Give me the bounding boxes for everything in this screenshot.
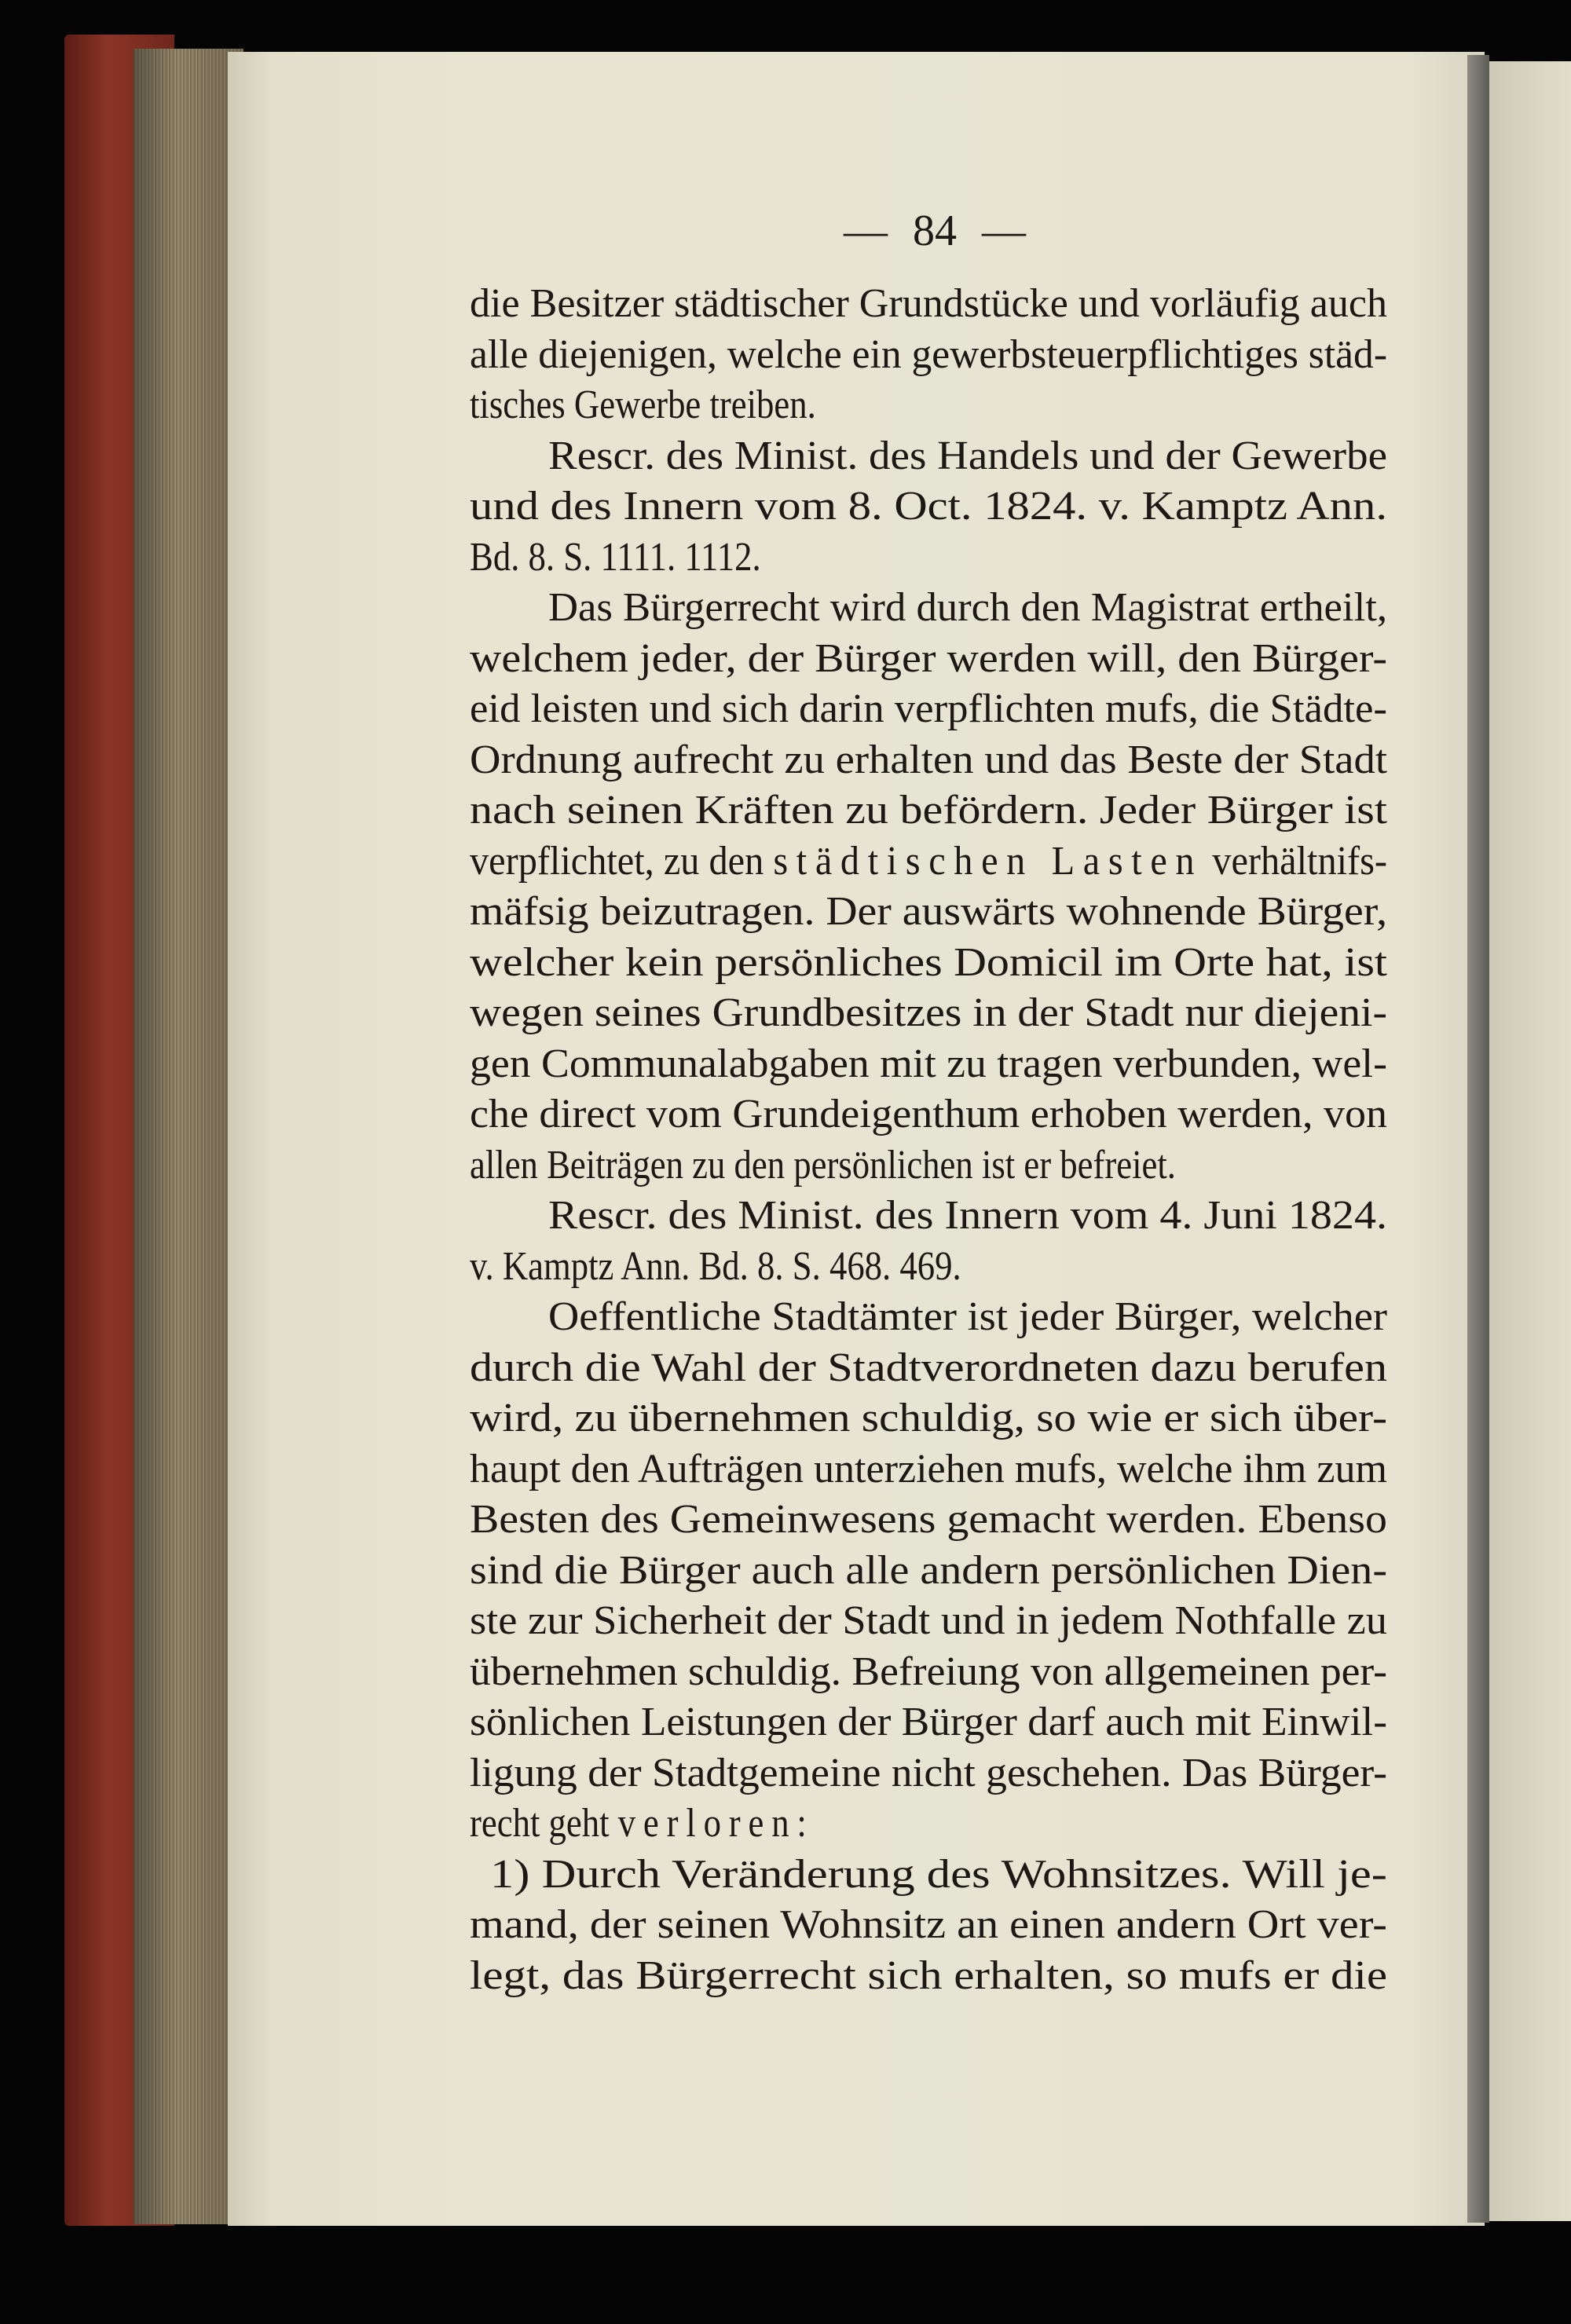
text-line [470,533,1387,584]
spaced-emphasis-text: städtischen Lasten [773,838,1203,884]
text-line [470,330,1387,381]
text-line [470,583,1387,634]
text-segment: alle diejenigen, welche ein gewerbsteuerpflichtiges städ- [470,331,1387,377]
text-segment: sind die Bürger auch alle andern persönlichen Dien- [470,1547,1387,1593]
text-line [470,1089,1387,1140]
text-segment: Das Bürgerrecht wird durch den Magistrat ertheilt, [548,585,1387,630]
text-line [470,938,1387,989]
text-line [470,1546,1387,1597]
text-line [470,1444,1387,1495]
text-line-content [470,1951,1387,2002]
text-line [470,1242,1387,1293]
text-line-content [470,1546,1387,1597]
text-segment: nach seinen Kräften zu befördern. Jeder Bürger ist [470,788,1387,833]
body-text [470,279,1387,2001]
text-line-content [470,279,1387,330]
text-segment: sönlichen Leistungen der Bürger darf auch mit Einwil- [470,1700,1387,1744]
text-segment: und des Innern vom 8. Oct. 1824. v. Kamptz Ann. [470,484,1387,529]
text-line-content [470,380,816,431]
book-gutter [1467,55,1489,2223]
text-segment: legt, das Bürgerrecht sich erhalten, so mufs er die [470,1953,1387,1998]
text-line-content [470,481,1387,533]
text-segment: die Besitzer städtischer Grundstücke und vorläufig auch [470,281,1387,326]
text-line-content [548,1191,1387,1242]
text-line [470,1343,1387,1394]
text-segment: ligung der Stadtgemeine nicht geschehen. Das Bürger- [470,1750,1387,1795]
text-line-content [470,1444,1387,1495]
text-line [470,380,1387,431]
text-segment: wird, zu übernehmen schuldig, so wie er sich über- [470,1396,1387,1440]
page-number: — 84 — [844,207,1026,255]
text-segment: recht geht [470,1801,618,1846]
text-line-content [470,330,1387,381]
text-line-content [470,735,1387,786]
text-line-content [470,988,1387,1039]
text-line [470,1191,1387,1242]
text-segment: 1) Durch Veränderung des Wohnsitzes. Will je- [490,1851,1387,1897]
text-segment: Bd. 8. S. 1111. 1112. [470,534,761,580]
text-segment: Oeffentliche Stadtämter ist jeder Bürger, welcher [548,1294,1387,1339]
text-segment: verpflichtet, zu den [470,838,774,884]
text-segment: Besten des Gemeinwesens gemacht werden. Ebenso [470,1497,1387,1542]
text-segment: gen Communalabgaben mit zu tragen verbunden, wel- [470,1041,1387,1086]
text-segment: übernehmen schuldig. Befreiung von allgemeinen per- [470,1649,1387,1694]
text-segment: welchem jeder, der Bürger werden will, den Bürger- [470,635,1387,681]
text-line-content [490,1850,1387,1901]
text-line [470,1900,1387,1951]
text-line-content [470,533,761,584]
text-line [470,1850,1387,1901]
page-edges-shadow [134,49,244,2224]
text-line-content [470,1140,1176,1191]
text-line-content [470,1799,815,1850]
text-line [470,279,1387,330]
text-line-content [470,1697,1387,1748]
text-line-content [470,938,1387,989]
text-line [470,1748,1387,1799]
text-line-content [470,684,1387,735]
text-line-content [548,431,1387,482]
text-line [470,785,1387,836]
text-line-content [470,836,1387,888]
text-line-content [470,1647,1387,1698]
text-line [470,431,1387,482]
text-line-content [470,1596,1387,1647]
text-line-content [470,1495,1387,1546]
text-line [470,634,1387,685]
text-line [470,887,1387,938]
text-line [470,1697,1387,1748]
text-line-content [470,1039,1387,1090]
text-line-content [548,1292,1387,1343]
text-line [470,836,1387,888]
text-segment: ste zur Sicherheit der Stadt und in jedem Nothfalle zu [470,1598,1387,1643]
text-segment: durch die Wahl der Stadtverordneten dazu berufen [470,1345,1387,1390]
text-line [470,1799,1387,1850]
text-line [470,1596,1387,1647]
text-line-content [470,1089,1387,1140]
text-line-content [470,1393,1387,1444]
text-segment: allen Beiträgen zu den persönlichen ist er befreiet. [470,1142,1176,1188]
text-segment: verhältnifs- [1203,838,1387,884]
text-segment: tisches Gewerbe treiben. [470,382,816,427]
text-segment: haupt den Aufträgen unterziehen mufs, welche ihm zum [470,1446,1387,1491]
text-line-content [548,583,1387,634]
text-line [470,1647,1387,1698]
text-segment: che direct vom Grundeigenthum erhoben werden, von [470,1092,1387,1136]
text-segment: Rescr. des Minist. des Handels und der Gewerbe [548,433,1387,478]
text-segment: Ordnung aufrecht zu erhalten und das Beste der Stadt [470,737,1387,782]
spaced-emphasis-text: verloren: [617,1801,815,1846]
text-segment: welcher kein persönliches Domicil im Orte hat, ist [470,939,1387,985]
text-segment: eid leisten und sich darin verpflichten mufs, die Städte- [470,686,1387,731]
text-line-content [470,1900,1387,1951]
text-line-content [470,1343,1387,1394]
text-line [470,1292,1387,1343]
text-line-content [470,887,1387,938]
text-line [470,735,1387,786]
text-line-content [470,785,1387,836]
text-segment: wegen seines Grundbesitzes in der Stadt nur diejeni- [470,990,1387,1035]
text-line [470,1495,1387,1546]
text-segment: mand, der seinen Wohnsitz an einen andern Ort ver- [470,1902,1387,1947]
text-segment: v. Kamptz Ann. Bd. 8. S. 468. 469. [470,1243,961,1289]
text-line [470,1039,1387,1090]
facing-page-edge [1489,61,1571,2221]
text-line [470,1393,1387,1444]
text-line [470,988,1387,1039]
text-line [470,684,1387,735]
text-line [470,481,1387,533]
text-line [470,1951,1387,2002]
text-line-content [470,1242,961,1293]
text-line-content [470,634,1387,685]
text-segment: mäfsig beizutragen. Der auswärts wohnende Bürger, [470,889,1387,934]
text-line [470,1140,1387,1191]
text-segment: Rescr. des Minist. des Innern vom 4. Juni 1824. [548,1193,1387,1238]
text-line-content [470,1748,1387,1799]
